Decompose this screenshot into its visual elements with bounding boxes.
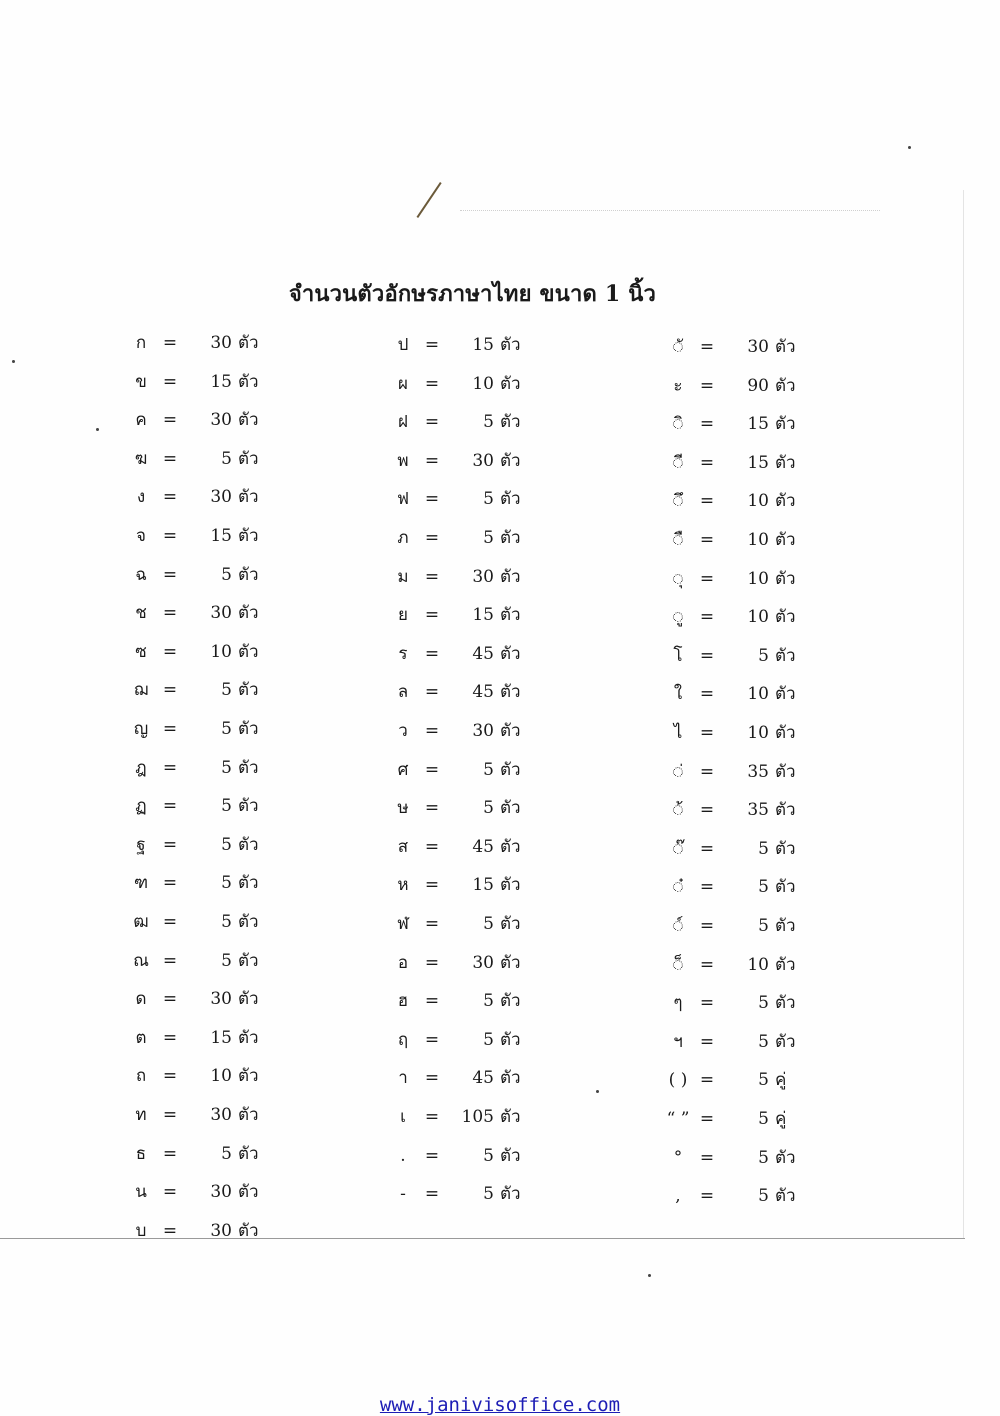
- count-value: 5: [758, 838, 769, 859]
- character-label: ฬ: [397, 914, 409, 934]
- count-value: 15: [210, 526, 232, 546]
- count-value: 10: [472, 373, 494, 394]
- unit-label: ตัว: [238, 950, 259, 971]
- character-label: จ: [136, 526, 146, 546]
- character-label: ไ: [673, 723, 683, 743]
- equals-sign: =: [699, 491, 715, 512]
- equals-sign: =: [699, 877, 715, 898]
- equals-sign: =: [162, 526, 178, 546]
- equals-sign: =: [162, 487, 178, 508]
- count-value: 5: [758, 877, 769, 898]
- page-title: จำนวนตัวอักษรภาษาไทย ขนาด 1 นิ้ว: [288, 281, 657, 307]
- character-label: ย: [398, 605, 408, 626]
- count-value: 5: [758, 916, 769, 936]
- character-label: ข: [135, 371, 147, 392]
- unit-label: ตัว: [775, 414, 796, 435]
- equals-sign: =: [699, 414, 715, 435]
- equals-sign: =: [162, 1143, 178, 1164]
- equals-sign: =: [424, 952, 440, 973]
- equals-sign: =: [424, 566, 440, 587]
- scan-speck: [908, 146, 911, 149]
- count-value: 5: [483, 914, 494, 934]
- count-value: 10: [747, 530, 769, 550]
- equals-sign: =: [424, 1068, 440, 1089]
- unit-label: ตัว: [500, 373, 521, 394]
- character-label: ม: [397, 566, 409, 587]
- character-label: ษ: [397, 798, 409, 819]
- count-value: 5: [483, 1184, 494, 1205]
- equals-sign: =: [162, 834, 178, 855]
- character-label: อ: [397, 952, 409, 973]
- count-value: 15: [210, 1027, 232, 1048]
- count-value: 5: [483, 489, 494, 510]
- character-label: ร: [398, 643, 408, 664]
- unit-label: ตัว: [775, 568, 796, 589]
- equals-sign: =: [162, 603, 178, 624]
- scan-artifact-mark: [417, 182, 442, 218]
- count-value: 5: [483, 412, 494, 433]
- character-label: ฤ: [397, 1029, 409, 1050]
- character-label: ฏ: [135, 796, 147, 817]
- equals-sign: =: [424, 914, 440, 934]
- count-value: 5: [483, 991, 494, 1012]
- character-label: ะ: [673, 375, 683, 396]
- equals-sign: =: [424, 605, 440, 626]
- character-label: ล: [397, 682, 409, 703]
- equals-sign: =: [424, 643, 440, 664]
- unit-label: ตัว: [238, 641, 259, 662]
- count-value: 15: [747, 452, 769, 473]
- scan-speck: [12, 360, 15, 363]
- character-label: ◌๊: [672, 838, 684, 859]
- unit-label: ตัว: [775, 954, 796, 975]
- unit-label: ตัว: [238, 1027, 259, 1048]
- character-label: ◌ึ: [672, 491, 684, 512]
- character-label: ◌็: [672, 954, 684, 975]
- unit-label: ตัว: [500, 1107, 521, 1127]
- unit-label: ตัว: [238, 1105, 259, 1125]
- equals-sign: =: [699, 645, 715, 666]
- count-value: 15: [472, 335, 494, 355]
- count-value: 5: [758, 1070, 769, 1091]
- character-label: ด: [135, 989, 147, 1010]
- unit-label: ตัว: [238, 603, 259, 624]
- unit-label: ตัว: [775, 916, 796, 936]
- character-label: ส: [397, 836, 409, 857]
- character-label: ◌่: [672, 761, 684, 782]
- equals-sign: =: [699, 1031, 715, 1052]
- equals-sign: =: [162, 796, 178, 817]
- scan-artifact-line: [460, 210, 880, 211]
- unit-label: ตัว: [775, 645, 796, 666]
- unit-label: ตัว: [238, 1066, 259, 1087]
- unit-label: ตัว: [775, 337, 796, 357]
- unit-label: ตัว: [500, 721, 521, 741]
- count-value: 30: [472, 566, 494, 587]
- unit-label: ตัว: [238, 564, 259, 585]
- unit-label: ตัว: [500, 605, 521, 626]
- character-label: ◌ื: [672, 530, 684, 550]
- paper-edge: [963, 190, 964, 1238]
- unit-label: ตัว: [500, 798, 521, 819]
- equals-sign: =: [424, 1145, 440, 1166]
- character-label: น: [135, 1182, 147, 1203]
- count-value: 30: [210, 410, 232, 431]
- equals-sign: =: [699, 993, 715, 1014]
- character-label: ฒ: [133, 912, 149, 932]
- character-label: ◌ู: [672, 607, 684, 628]
- count-value: 15: [747, 414, 769, 435]
- count-value: 35: [747, 800, 769, 821]
- character-label: ณ: [133, 950, 149, 971]
- footer-url[interactable]: www.janivisoffice.com: [379, 1394, 621, 1416]
- equals-sign: =: [162, 1182, 178, 1203]
- count-value: 15: [210, 371, 232, 392]
- count-value: 5: [483, 759, 494, 780]
- count-value: 5: [483, 1029, 494, 1050]
- count-value: 30: [747, 337, 769, 357]
- character-label: โ: [673, 645, 683, 666]
- unit-label: ตัว: [238, 1143, 259, 1164]
- count-value: 5: [483, 1145, 494, 1166]
- count-value: 5: [758, 645, 769, 666]
- character-label: ป: [397, 335, 409, 355]
- character-label: ฉ: [135, 564, 147, 585]
- unit-label: ตัว: [775, 800, 796, 821]
- count-value: 5: [221, 873, 232, 894]
- unit-label: ตัว: [238, 333, 259, 353]
- character-label: บ: [135, 1220, 147, 1241]
- unit-label: ตัว: [775, 838, 796, 859]
- equals-sign: =: [424, 489, 440, 510]
- count-value: 5: [758, 1147, 769, 1168]
- equals-sign: =: [424, 335, 440, 355]
- count-value: 10: [747, 491, 769, 512]
- count-value: 10: [747, 568, 769, 589]
- equals-sign: =: [699, 337, 715, 357]
- equals-sign: =: [699, 452, 715, 473]
- unit-label: ตัว: [238, 873, 259, 894]
- equals-sign: =: [162, 333, 178, 353]
- count-value: 5: [758, 1186, 769, 1207]
- scan-speck: [648, 1274, 651, 1277]
- unit-label: ตัว: [238, 989, 259, 1010]
- unit-label: ตัว: [775, 607, 796, 628]
- character-label: พ: [397, 450, 409, 471]
- equals-sign: =: [424, 721, 440, 741]
- character-label: ฯ: [673, 1031, 683, 1052]
- count-value: 30: [210, 1220, 232, 1241]
- count-value: 5: [221, 834, 232, 855]
- character-label: ◌ั: [672, 337, 684, 357]
- character-label: ใ: [673, 684, 683, 705]
- equals-sign: =: [424, 1029, 440, 1050]
- unit-label: ตัว: [775, 993, 796, 1014]
- character-label: ฆ: [134, 448, 148, 469]
- count-value: 105: [461, 1107, 494, 1127]
- character-label: ◌ุ: [672, 568, 684, 589]
- unit-label: ตัว: [775, 761, 796, 782]
- count-value: 5: [758, 1031, 769, 1052]
- equals-sign: =: [162, 1220, 178, 1241]
- equals-sign: =: [424, 759, 440, 780]
- character-label: ช: [135, 603, 147, 624]
- unit-label: ตัว: [500, 1029, 521, 1050]
- equals-sign: =: [424, 798, 440, 819]
- count-value: 30: [210, 333, 232, 353]
- count-value: 15: [472, 605, 494, 626]
- unit-label: ตัว: [238, 1220, 259, 1241]
- character-label: ฟ: [396, 489, 410, 510]
- equals-sign: =: [699, 375, 715, 396]
- unit-label: ตัว: [500, 836, 521, 857]
- unit-label: ตัว: [238, 448, 259, 469]
- equals-sign: =: [162, 950, 178, 971]
- character-label: ฎ: [135, 757, 147, 778]
- character-label: .: [400, 1145, 406, 1166]
- equals-sign: =: [162, 1066, 178, 1087]
- count-value: 5: [221, 680, 232, 701]
- character-label: ◌์: [672, 916, 684, 936]
- unit-label: ตัว: [238, 757, 259, 778]
- character-label: °: [673, 1147, 683, 1168]
- equals-sign: =: [162, 564, 178, 585]
- character-label: ◌้: [672, 800, 684, 821]
- equals-sign: =: [424, 1107, 440, 1127]
- unit-label: ตัว: [500, 991, 521, 1012]
- character-label: ◌ี: [672, 452, 684, 473]
- character-label: เ: [400, 1107, 406, 1127]
- unit-label: ตัว: [500, 1184, 521, 1205]
- count-value: 5: [221, 564, 232, 585]
- count-value: 10: [747, 723, 769, 743]
- unit-label: ตัว: [775, 684, 796, 705]
- equals-sign: =: [699, 1109, 715, 1129]
- count-value: 5: [483, 528, 494, 548]
- count-value: 90: [747, 375, 769, 396]
- count-value: 5: [221, 912, 232, 932]
- unit-label: ตัว: [238, 680, 259, 701]
- unit-label: ตัว: [500, 759, 521, 780]
- count-value: 10: [210, 641, 232, 662]
- character-label: ( ): [668, 1070, 688, 1091]
- count-value: 30: [210, 989, 232, 1010]
- equals-sign: =: [699, 723, 715, 743]
- unit-label: ตัว: [500, 952, 521, 973]
- equals-sign: =: [162, 873, 178, 894]
- equals-sign: =: [699, 1186, 715, 1207]
- character-label: ก: [135, 333, 147, 353]
- unit-label: ตัว: [238, 796, 259, 817]
- character-label: ถ: [135, 1066, 147, 1087]
- character-label: ฝ: [398, 412, 408, 433]
- count-value: 10: [210, 1066, 232, 1087]
- unit-label: ตัว: [500, 682, 521, 703]
- character-label: ท: [135, 1105, 147, 1125]
- unit-label: ตัว: [500, 412, 521, 433]
- equals-sign: =: [162, 410, 178, 431]
- count-value: 5: [758, 993, 769, 1014]
- count-value: 10: [747, 607, 769, 628]
- equals-sign: =: [699, 916, 715, 936]
- equals-sign: =: [162, 641, 178, 662]
- unit-label: ตัว: [500, 528, 521, 548]
- unit-label: ตัว: [238, 526, 259, 546]
- count-value: 30: [210, 1182, 232, 1203]
- character-label: ฐ: [136, 834, 146, 855]
- character-label: ซ: [135, 641, 147, 662]
- unit-label: ตัว: [238, 1182, 259, 1203]
- unit-label: ตัว: [775, 530, 796, 550]
- equals-sign: =: [699, 838, 715, 859]
- count-value: 45: [472, 836, 494, 857]
- count-value: 5: [483, 798, 494, 819]
- equals-sign: =: [162, 371, 178, 392]
- character-label: ว: [398, 721, 408, 741]
- unit-label: ตัว: [238, 912, 259, 932]
- equals-sign: =: [699, 530, 715, 550]
- character-label: ฌ: [133, 680, 149, 701]
- count-value: 30: [210, 603, 232, 624]
- equals-sign: =: [424, 450, 440, 471]
- count-value: 5: [221, 1143, 232, 1164]
- character-label: ,: [675, 1186, 681, 1207]
- equals-sign: =: [699, 607, 715, 628]
- count-value: 45: [472, 1068, 494, 1089]
- bottom-rule: [0, 1238, 965, 1239]
- count-value: 5: [221, 757, 232, 778]
- character-label: ฑ: [133, 873, 149, 894]
- equals-sign: =: [699, 800, 715, 821]
- count-value: 30: [210, 1105, 232, 1125]
- unit-label: ตัว: [500, 450, 521, 471]
- count-value: 30: [210, 487, 232, 508]
- equals-sign: =: [424, 875, 440, 896]
- unit-label: ตัว: [238, 834, 259, 855]
- character-label: ค: [135, 410, 147, 431]
- equals-sign: =: [424, 836, 440, 857]
- equals-sign: =: [162, 1105, 178, 1125]
- equals-sign: =: [424, 412, 440, 433]
- equals-sign: =: [162, 757, 178, 778]
- character-label: ผ: [398, 373, 408, 394]
- character-label: ๆ: [673, 993, 683, 1014]
- equals-sign: =: [162, 989, 178, 1010]
- unit-label: ตัว: [500, 1145, 521, 1166]
- character-label: -: [400, 1184, 406, 1205]
- unit-label: ตัว: [775, 877, 796, 898]
- count-value: 30: [472, 721, 494, 741]
- equals-sign: =: [699, 954, 715, 975]
- equals-sign: =: [424, 1184, 440, 1205]
- unit-label: ตัว: [775, 491, 796, 512]
- character-label: ญ: [133, 719, 149, 739]
- character-label: า: [398, 1068, 408, 1089]
- unit-label: ตัว: [500, 1068, 521, 1089]
- equals-sign: =: [699, 1147, 715, 1168]
- unit-label: ตัว: [775, 452, 796, 473]
- unit-label: ตัว: [775, 375, 796, 396]
- character-label: ง: [136, 487, 146, 508]
- equals-sign: =: [162, 448, 178, 469]
- equals-sign: =: [424, 528, 440, 548]
- unit-label: ตัว: [238, 371, 259, 392]
- unit-label: ตัว: [775, 1031, 796, 1052]
- character-label: ◌ิ: [672, 414, 684, 435]
- unit-label: ตัว: [238, 719, 259, 739]
- unit-label: ตัว: [500, 914, 521, 934]
- unit-label: ตัว: [775, 1186, 796, 1207]
- equals-sign: =: [699, 684, 715, 705]
- equals-sign: =: [699, 761, 715, 782]
- character-label: ภ: [397, 528, 409, 548]
- character-label: ฮ: [397, 991, 409, 1012]
- character-label: ธ: [135, 1143, 147, 1164]
- character-label: ต: [135, 1027, 147, 1048]
- scan-speck: [96, 428, 99, 431]
- count-value: 10: [747, 954, 769, 975]
- equals-sign: =: [424, 991, 440, 1012]
- equals-sign: =: [424, 373, 440, 394]
- unit-label: คู่: [775, 1070, 787, 1091]
- character-label: ห: [397, 875, 409, 896]
- equals-sign: =: [699, 1070, 715, 1091]
- count-value: 45: [472, 643, 494, 664]
- equals-sign: =: [162, 1027, 178, 1048]
- unit-label: ตัว: [500, 489, 521, 510]
- count-value: 5: [221, 950, 232, 971]
- character-label: “ ”: [666, 1109, 690, 1129]
- count-value: 5: [221, 796, 232, 817]
- equals-sign: =: [162, 680, 178, 701]
- unit-label: ตัว: [500, 566, 521, 587]
- count-value: 15: [472, 875, 494, 896]
- unit-label: ตัว: [500, 875, 521, 896]
- unit-label: ตัว: [775, 1147, 796, 1168]
- unit-label: ตัว: [500, 643, 521, 664]
- character-label: ◌๋: [672, 877, 684, 898]
- equals-sign: =: [162, 719, 178, 739]
- count-value: 10: [747, 684, 769, 705]
- equals-sign: =: [162, 912, 178, 932]
- unit-label: ตัว: [500, 335, 521, 355]
- equals-sign: =: [424, 682, 440, 703]
- character-label: ศ: [397, 759, 409, 780]
- count-value: 5: [758, 1109, 769, 1129]
- count-value: 5: [221, 448, 232, 469]
- count-value: 30: [472, 952, 494, 973]
- count-value: 45: [472, 682, 494, 703]
- unit-label: ตัว: [775, 723, 796, 743]
- count-value: 30: [472, 450, 494, 471]
- unit-label: ตัว: [238, 410, 259, 431]
- count-value: 5: [221, 719, 232, 739]
- equals-sign: =: [699, 568, 715, 589]
- scan-speck: [596, 1090, 599, 1093]
- count-value: 35: [747, 761, 769, 782]
- unit-label: คู่: [775, 1109, 787, 1129]
- unit-label: ตัว: [238, 487, 259, 508]
